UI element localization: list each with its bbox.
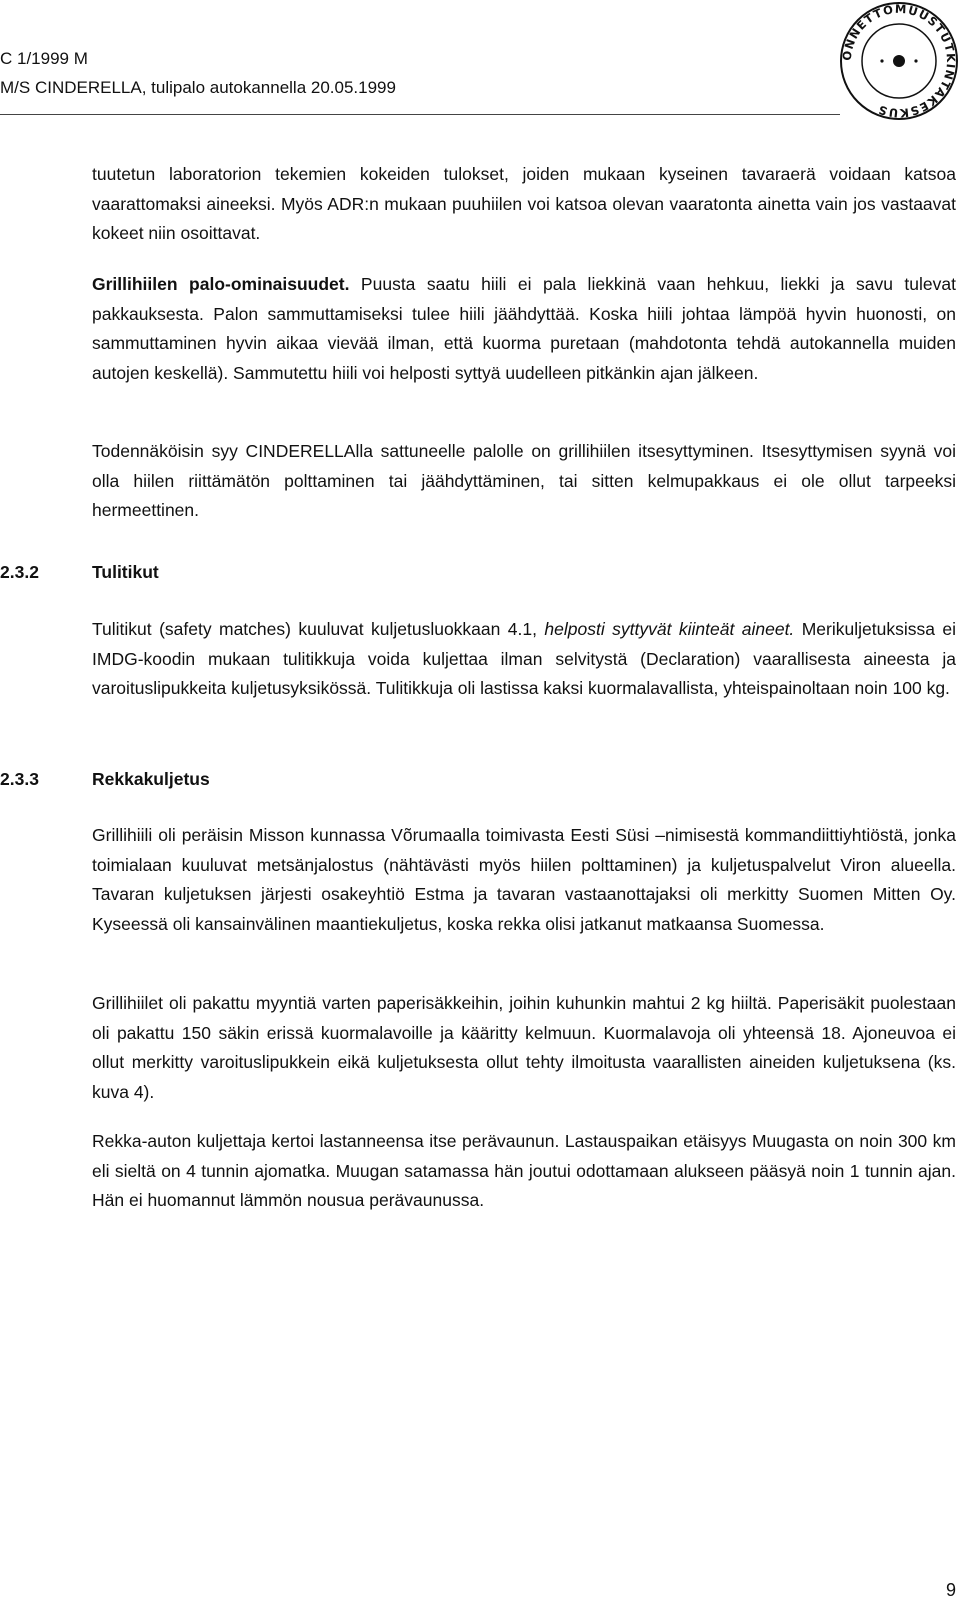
report-title: M/S CINDERELLA, tulipalo autokannella 20.05.1999 — [0, 78, 396, 97]
header-divider — [0, 114, 840, 115]
paragraph-packaging: Grillihiilet oli pakattu myyntiä varten paperisäkkeihin, joihin kuhunkin mahtui 2 kg hiiltä. Paperisäkit puolestaan oli pakattu 150 säkin erissä kuormalavoille ja kääritty kelmuun. Kuormalavoja oli yhteensä 18. Ajoneuvoa ei ollut merkitty varoituslipukkein eikä kuljetuksesta ollut tehty ilmoitusta vaarallisten aineiden kuljetuksena (ks. kuva 4). — [92, 993, 956, 1102]
section-title: Rekkakuljetus — [92, 769, 210, 789]
paragraph-properties — [92, 270, 956, 388]
seal-ring-text: ONNETTOMUUSTUTKINTAKESKUS — [839, 1, 959, 121]
section-number: 2.3.3 — [0, 769, 39, 789]
section-title: Tulitikut — [92, 562, 159, 582]
paragraph-cause: Todennäköisin syy CINDERELLAlla sattuneelle palolle on grillihiilen itsesyttyminen. Itsesyttymisen syynä voi olla hiilen riittämätön polttaminen tai jäähdyttäminen, tai sitten kelmupakkaus ei ole ollut tarpeeksi hermeettinen. — [92, 441, 956, 520]
paragraph-matches: Tulitikut (safety matches) kuuluvat kuljetusluokkaan 4.1, helposti syttyvät kiinteät aineet. Merikuljetuksissa ei IMDG-koodin mukaan tulitikkuja voida kuljettaa ilman selvitystä (Declaration) vaarallisesta aineesta ja varoituslipukkeita kuljetusyksikössä. Tulitikkuja oli lastissa kaksi kuormalavallista, yhteispainoltaan noin 100 kg. — [92, 619, 956, 698]
paragraph-lead: Grillihiilen palo-ominaisuudet. — [92, 274, 350, 294]
report-code: C 1/1999 M — [0, 49, 88, 68]
emphasis-text: helposti syttyvät kiinteät aineet. — [544, 619, 795, 639]
paragraph-text: Puusta saatu hiili ei pala liekkinä vaan hehkuu, liekki ja savu tulevat pakkauksesta. Palon sammuttamiseksi tulee hiili jäähdyttää. Koska hiili johtaa lämpöä hyvin huonosti, on sammuttaminen hyvin aikaa vievää ilman, että kuorma puretaan (mahdotonta tehdä autokannella muiden autojen keskellä). Sammutettu hiili voi helposti syttyä uudelleen pitkänkin ajan jälkeen. — [92, 274, 956, 383]
page-number: 9 — [945, 1580, 956, 1600]
paragraph-intro: tuutetun laboratorion tekemien kokeiden tulokset, joiden mukaan kyseinen tavaraerä voidaan katsoa vaarattomaksi aineeksi. Myös ADR:n mukaan puuhiilen voi katsoa olevan vaaratonta ainetta vain jos vastaavat kokeet niin osoittavat. — [92, 164, 956, 243]
paragraph-driver: Rekka-auton kuljettaja kertoi lastanneensa itse perävaunun. Lastauspaikan etäisyys Muugasta on noin 300 km eli sieltä on 4 tunnin ajomatka. Muugan satamassa hän joutui odottamaan alukseen pääsyä noin 1 tunnin ajan. Hän ei huomannut lämmön nousua perävaunussa. — [92, 1131, 956, 1210]
section-number: 2.3.2 — [0, 562, 39, 582]
seal-emblem-icon — [880, 55, 917, 67]
paragraph-origin: Grillihiili oli peräisin Misson kunnassa Võrumaalla toimivasta Eesti Süsi –nimisestä kommandiittiyhtiöstä, jonka toimialaan kuuluvat metsänjalostus (nähtävästi myös hiilen polttaminen) ja kuljetuspalvelut Viron alueella. Tavaran kuljetuksen järjesti osakeyhtiö Estma ja tavaran vastaanottajaksi oli merkitty Suomen Mitten Oy. Kyseessä oli kansainvälinen maantiekuljetus, koska rekka olisi jatkanut matkaansa Suomessa. — [92, 825, 956, 934]
running-header — [0, 44, 396, 102]
seal-logo — [838, 0, 960, 122]
